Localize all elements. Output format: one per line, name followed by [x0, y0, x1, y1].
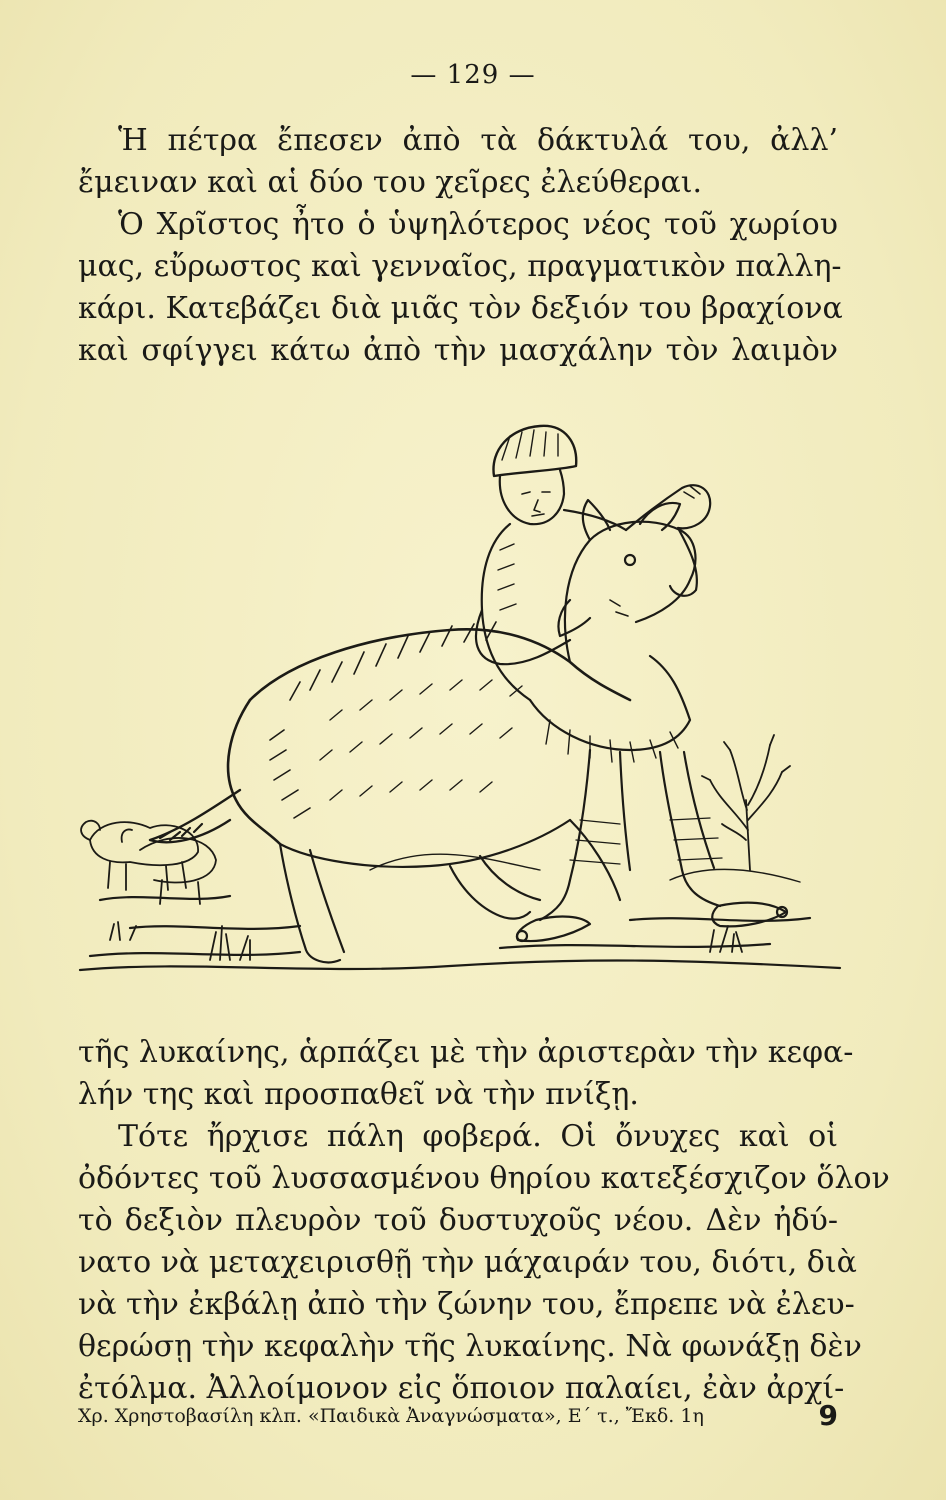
text-line: τῆς λυκαίνης, ἁρπάζει μὲ τὴν ἀριστερὰν τὴν κεφα-: [78, 1035, 854, 1070]
text-line: Τότε ἤρχισε πάλη φοβερά. Οἱ ὄνυχες καὶ οἱ: [118, 1119, 838, 1154]
text-line: τὸ δεξιὸν πλευρὸν τοῦ δυστυχοῦς νέου. Δὲν ἠδύ-: [78, 1203, 838, 1238]
sheep-group: [81, 821, 216, 904]
text-line: θερώσῃ τὴν κεφαλὴν τῆς λυκαίνης. Νὰ φωνάξῃ δὲν: [78, 1329, 862, 1364]
ground-lines: [80, 854, 840, 970]
text-line: καὶ σφίγγει κάτω ἀπὸ τὴν μασχάλην τὸν λαιμὸν: [78, 333, 838, 368]
text-line: ὀδόντες τοῦ λυσσασμένου θηρίου κατεξέσχιζον ὅλον: [78, 1161, 890, 1196]
small-tree: [702, 735, 790, 870]
paragraph-1: [78, 120, 838, 204]
text-line: λήν της καὶ προσπαθεῖ νὰ τὴν πνίξῃ.: [78, 1077, 639, 1112]
text-line: ἔμειναν καὶ αἱ δύο του χεῖρες ἐλεύθεραι.: [78, 165, 703, 200]
text-line: Ὁ Χρῖστος ἦτο ὁ ὑψηλότερος νέος τοῦ χωρίου: [118, 207, 838, 242]
paragraph-3: [78, 1032, 854, 1116]
page-footer: [78, 1399, 838, 1432]
text-line: Ἡ πέτρα ἔπεσεν ἀπὸ τὰ δάκτυλά του, ἀλλ’: [118, 123, 838, 158]
wolf-fight-illustration: [70, 400, 850, 990]
text-line: μας, εὔρωστος καὶ γενναῖος, πραγματικὸν παλλη-: [78, 249, 842, 284]
man-figure: [476, 426, 787, 941]
text-line: νὰ τὴν ἐκβάλῃ ἀπὸ τὴν ζώνην του, ἔπρεπε νὰ ἐλευ-: [78, 1287, 855, 1322]
paragraph-4: [78, 1116, 890, 1410]
footer-citation: Χρ. Χρηστοβασίλη κλπ. «Παιδικὰ Ἀναγνώσματα», Ε΄ τ., Ἔκδ. 1η: [78, 1405, 704, 1427]
signature-mark: 9: [818, 1399, 838, 1432]
page-number: — 129 —: [410, 60, 536, 90]
text-line: νατο νὰ μεταχειρισθῇ τὴν μάχαιράν του, διότι, διὰ: [78, 1245, 857, 1280]
paragraph-2: [78, 204, 843, 372]
text-line: κάρι. Κατεβάζει διὰ μιᾶς τὸν δεξιόν του βραχίονα: [78, 291, 843, 326]
wolf-figure: [150, 500, 695, 962]
text-line: ἐτόλμα. Ἀλλοίμονον εἰς ὅποιον παλαίει, ἐὰν ἀρχί-: [78, 1371, 845, 1406]
